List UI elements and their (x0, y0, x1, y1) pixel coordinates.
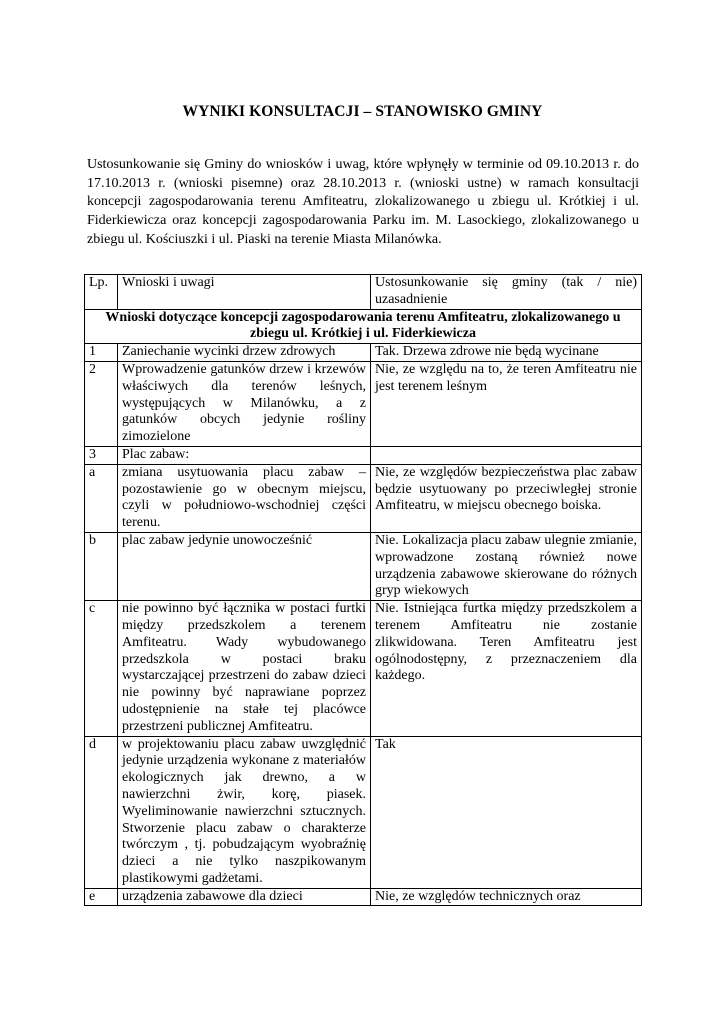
row-request: Wprowadzenie gatunków drzew i krzewów właściwych dla terenów leśnych, występujących w Milanówku, a z gatunków obcych jedynie rośliny zimozielone (118, 361, 371, 446)
header-response: Ustosunkowanie się gminy (tak / nie) uzasadnienie (371, 275, 642, 310)
section-row (85, 309, 642, 344)
row-lp: e (85, 888, 118, 906)
intro-paragraph: Ustosunkowanie się Gminy do wniosków i uwag, które wpłynęły w terminie od 09.10.2013 r. do 17.10.2013 r. (wnioski pisemne) oraz 28.10.2013 r. (wnioski ustne) w ramach konsultacji koncepcji zagospodarowania terenu Amfiteatru, zlokalizowanego u zbiegu ul. Krótkiej i ul. Fiderkiewicza oraz koncepcji zagospodarowania Parku im. M. Lasockiego, zlokalizowanego u zbiegu ul. Kościuszki i ul. Piaski na terenie Miasta Milanówka. (87, 157, 639, 247)
header-requests: Wnioski i uwagi (118, 275, 371, 310)
row-lp: d (85, 736, 118, 888)
row-lp: 1 (85, 344, 118, 362)
row-request: zmiana usytuowania placu zabaw – pozostawienie go w obecnym miejscu, czyli w południowo-wschodniej części terenu. (118, 464, 371, 532)
row-lp: a (85, 464, 118, 532)
row-lp: 3 (85, 446, 118, 464)
table-row (85, 464, 642, 532)
row-response: Nie. Istniejąca furtka między przedszkolem a terenem Amfiteatru nie zostanie zlikwidowana. Teren Amfiteatru jest ogólnodostępny, z przeznaczeniem dla każdego. (371, 601, 642, 736)
table-header-row (85, 275, 642, 310)
row-request: urządzenia zabawowe dla dzieci (122, 888, 303, 903)
row-request: plac zabaw jedynie unowocześnić (118, 532, 371, 600)
row-lp: c (85, 601, 118, 736)
table-row (85, 344, 642, 362)
row-lp: b (85, 532, 118, 600)
consultation-table (84, 274, 642, 906)
row-response: Nie, ze względów bezpieczeństwa plac zabaw będzie usytuowany po przeciwległej stronie Amfiteatru, w miejscu obecnego boiska. (371, 464, 642, 532)
section-title: Wnioski dotyczące koncepcji zagospodarowania terenu Amfiteatru, zlokalizowanego u zbiegu ul. Krótkiej i ul. Fiderkiewicza (85, 309, 642, 344)
row-response (371, 446, 642, 464)
row-response: Tak (371, 736, 642, 888)
table-row (85, 446, 642, 464)
table-row (85, 736, 642, 888)
row-response: Nie, ze względów technicznych oraz (375, 888, 581, 903)
table-row (85, 532, 642, 600)
row-request: Plac zabaw: (118, 446, 371, 464)
row-response: Nie, ze względu na to, że teren Amfiteatru nie jest terenem leśnym (371, 361, 642, 446)
table-row (85, 888, 642, 906)
row-lp: 2 (85, 361, 118, 446)
header-lp: Lp. (85, 275, 118, 310)
row-request: Zaniechanie wycinki drzew zdrowych (118, 344, 371, 362)
table-row (85, 601, 642, 736)
document-title: WYNIKI KONSULTACJI – STANOWISKO GMINY (182, 103, 543, 120)
row-response: Tak. Drzewa zdrowe nie będą wycinane (371, 344, 642, 362)
row-response: Nie. Lokalizacja placu zabaw ulegnie zmianie, wprowadzone zostaną również nowe urządzenia zabawowe skierowane do różnych gryp wiekowych (371, 532, 642, 600)
row-request: nie powinno być łącznika w postaci furtki między przedszkolem a terenem Amfiteatru. Wady wybudowanego przedszkola w postaci braku wystarczającej przestrzeni do zabaw dzieci nie powinny być naprawiane poprzez udostępnienie na stałe tej placówce przestrzeni publicznej Amfiteatru. (118, 601, 371, 736)
table-row (85, 361, 642, 446)
row-request: w projektowaniu placu zabaw uwzględnić jedynie urządzenia wykonane z materiałów ekologicznych jak drewno, a w nawierzchni żwir, korę, piasek. Wyeliminowanie nawierzchni sztucznych. Stworzenie placu zabaw o charakterze twórczym , tj. pobudzającym wyobraźnię dzieci a nie tylko naszpikowanym plastikowymi gadżetami. (118, 736, 371, 888)
